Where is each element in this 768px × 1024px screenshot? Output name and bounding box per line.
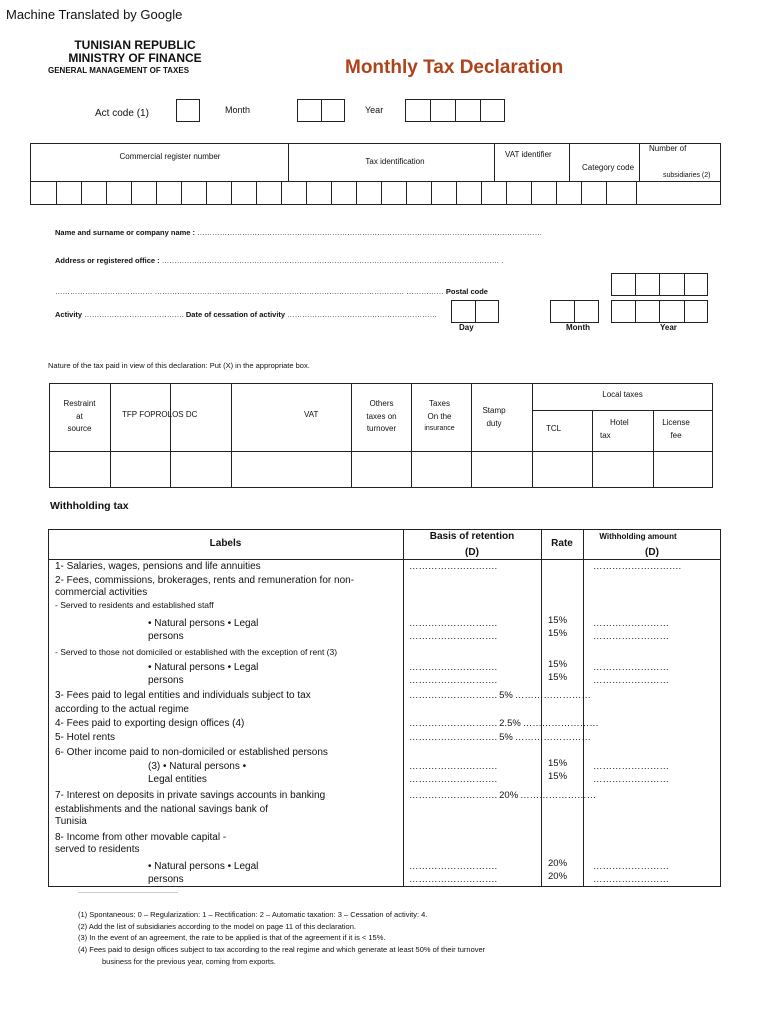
id-cell-divider [456,181,457,205]
labels-header: Labels [209,538,242,549]
license-fee-header: License fee [662,418,690,440]
address-line-2[interactable] [55,287,488,296]
rate-np2: 15% [548,659,568,670]
basis-field-np3[interactable]: ………………………. [409,861,498,872]
id-cell-divider [531,181,532,205]
name-field[interactable] [55,228,542,237]
vat-identifier-label: VAT identifier [505,150,552,159]
rate-persons3: 20% [548,871,568,882]
management-label: GENERAL MANAGEMENT OF TAXES [48,66,190,75]
ministry-label: MINISTRY OF FINANCE [68,51,202,65]
vat-header: VAT [304,410,319,419]
footnote-4-cont: business for the previous year, coming from exports. [102,956,276,966]
rate-persons2: 15% [548,672,568,683]
row-label-r8a: 8- Income from other movable capital - [55,832,227,843]
footnote-4: (4) Fees paid to design offices subject to tax according to the real regime and which generate at least 50% of their turnover [78,945,486,955]
basis-inline-r4[interactable]: ………………………. 2.5% …………………… [409,718,599,729]
amount-field-persons2[interactable]: …………………… [593,675,669,686]
row-label-r2c: - Served to residents and established staff [55,600,214,610]
amount-header: Withholding amount [599,532,677,541]
row-label-r4: 4- Fees paid to exporting design offices (4) [55,718,245,729]
row-label-persons1: persons [148,631,184,642]
rate-header: Rate [551,538,573,549]
republic-label: TUNISIAN REPUBLIC [74,38,196,52]
footnote-1: (1) Spontaneous: 0 – Regularization: 1 – Rectification: 2 – Automatic taxation: 3 – Cessation of activity: 4. [78,910,428,919]
row-label-r5: 5- Hotel rents [55,732,116,743]
id-cell-divider [356,181,357,205]
tfp-header: TFP FOPROLOS DC [122,410,198,419]
address-field[interactable] [55,256,503,265]
row-label-persons2: persons [148,675,184,686]
row-label-r8b: served to residents [55,844,140,855]
postal-code-label: Postal code [445,287,488,296]
basis-field-persons2[interactable]: ………………………. [409,675,498,686]
id-cell-divider [56,181,57,205]
amount-field-np2[interactable]: …………………… [593,662,669,673]
rate-persons1: 15% [548,628,568,639]
id-cell-divider [636,181,637,205]
basis-field-np2[interactable]: ………………………. [409,662,498,673]
row-label-persons3: persons [148,874,184,885]
row-label-r6le: Legal entities [148,774,207,785]
basis-inline-r7a[interactable]: ………………………. 20% …………………… [409,790,597,801]
basis-field-r1[interactable]: ………………………. [409,561,498,572]
amount-field-np1[interactable]: …………………… [593,618,669,629]
rate-r6np: 15% [548,758,568,769]
cessation-year-label: Year [660,323,677,332]
basis-field-np1[interactable]: ………………………. [409,618,498,629]
id-cell-divider [81,181,82,205]
basis-field-r6le[interactable]: ………………………. [409,774,498,785]
amount-field-persons1[interactable]: …………………… [593,631,669,642]
id-cell-divider [331,181,332,205]
id-cell-divider [581,181,582,205]
name-dots: ………………………………………………………………………………………………………………………… [197,228,543,237]
row-label-r3b: according to the actual regime [55,704,189,715]
row-label-r2a: 2- Fees, commissions, brokerages, rents and remuneration for non- [55,575,355,586]
page-title: Monthly Tax Declaration [345,57,564,78]
row-label-r6: 6- Other income paid to non-domiciled or established persons [55,747,328,758]
amount-field-persons3[interactable]: …………………… [593,874,669,885]
activity-dots: …………………………………. [84,310,184,319]
id-cell-divider [306,181,307,205]
insurance-header: Taxes On the insurance [424,399,455,432]
amount-field-r6np[interactable]: …………………… [593,761,669,772]
rate-np1: 15% [548,615,568,626]
row-label-r6np: (3) • Natural persons • [148,761,247,772]
row-label-r2d: - Served to those not domiciled or established with the exception of rent (3) [55,647,338,657]
cessation-dots: …………………………………………………… [287,310,438,319]
hotel-tax-header: Hotel tax [600,418,629,440]
amount-field-r6le[interactable]: …………………… [593,774,669,785]
basis-field-persons1[interactable]: ………………………. [409,631,498,642]
number-of-label: Number of [649,144,687,153]
commercial-register-label: Commercial register number [119,152,221,161]
cessation-label: Date of cessation of activity [185,310,286,319]
address-label: Address or registered office : [55,256,160,265]
tcl-header: TCL [546,424,562,433]
id-cell-divider [556,181,557,205]
basis-field-r6np[interactable]: ………………………. [409,761,498,772]
month-label: Month [225,105,251,115]
row-label-r7a: 7- Interest on deposits in private savings accounts in banking [55,790,326,801]
amount-field-np3[interactable]: …………………… [593,861,669,872]
day-label: Day [459,323,474,332]
row-label-np3: • Natural persons • Legal [148,861,259,872]
address-dots: ……………………………………………………………………………………………………………………… . [161,256,504,265]
footnote-3: (3) In the event of an agreement, the rate to be applied is that of the agreement if it is < 15%. [78,933,386,943]
id-cell-divider [181,181,182,205]
withholding-title: Withholding tax [50,500,129,512]
stamp-duty-header: Stamp duty [482,406,506,428]
id-cell-divider [206,181,207,205]
footnotes [78,909,485,968]
id-cell-divider [481,181,482,205]
act-code-label: Act code (1) [95,108,149,119]
row-label-r7c: Tunisia [55,816,87,827]
tax-identification-label: Tax identification [365,157,425,166]
year-label: Year [365,105,384,115]
row-label-r7b: establishments and the national savings bank of [55,804,268,815]
activity-label: Activity [55,310,83,319]
act-code-box[interactable] [176,99,200,122]
basis-header: Basis of retention [429,531,515,542]
nature-instruction: Nature of the tax paid in view of this declaration: Put (X) in the appropriate box. [48,361,310,370]
row-label-r1: 1- Salaries, wages, pensions and life annuities [55,561,261,572]
machine-translated-label: Machine Translated by Google [6,7,183,22]
amount-field-r1[interactable]: ………………………. [593,561,682,572]
id-cell-divider [381,181,382,205]
category-code-label: Category code [582,163,635,172]
amount-d-header: (D) [645,547,659,558]
address-line-dots: ………………………………… …………………………………… ………………………………………………… …………… [55,287,444,296]
row-label-r2b: commercial activities [55,587,148,598]
id-cell-divider [106,181,107,205]
footnote-2: (2) Add the list of subsidiaries according to the model on page 11 of this declaration. [78,921,356,931]
row-label-r3a: 3- Fees paid to legal entities and individuals subject to tax [55,690,311,701]
basis-d-header: (D) [465,547,479,558]
local-taxes-header: Local taxes [602,390,643,399]
id-cell-divider [131,181,132,205]
activity-field[interactable] [55,310,437,319]
id-cell-divider [406,181,407,205]
rate-r6le: 15% [548,771,568,782]
subsidiaries-label: subsidiaries (2) [663,172,711,179]
restraint-header: Restraint at source [63,399,96,433]
id-cell-divider [256,181,257,205]
id-cell-divider [231,181,232,205]
row-label-np1: • Natural persons • Legal [148,618,259,629]
rate-np3: 20% [548,858,568,869]
id-cell-divider [156,181,157,205]
id-cell-divider [431,181,432,205]
basis-inline-r5[interactable]: ………………………. 5% …………………… [409,732,591,743]
id-cell-divider [506,181,507,205]
id-cell-divider [606,181,607,205]
cessation-month-label: Month [566,323,590,332]
row-label-np2: • Natural persons • Legal [148,662,259,673]
basis-inline-r3a[interactable]: ………………………. 5% …………………… [409,690,591,701]
basis-field-persons3[interactable]: ………………………. [409,874,498,885]
id-cell-divider [281,181,282,205]
others-header: Others taxes on turnover [366,399,397,433]
name-label: Name and surname or company name : [55,228,196,237]
